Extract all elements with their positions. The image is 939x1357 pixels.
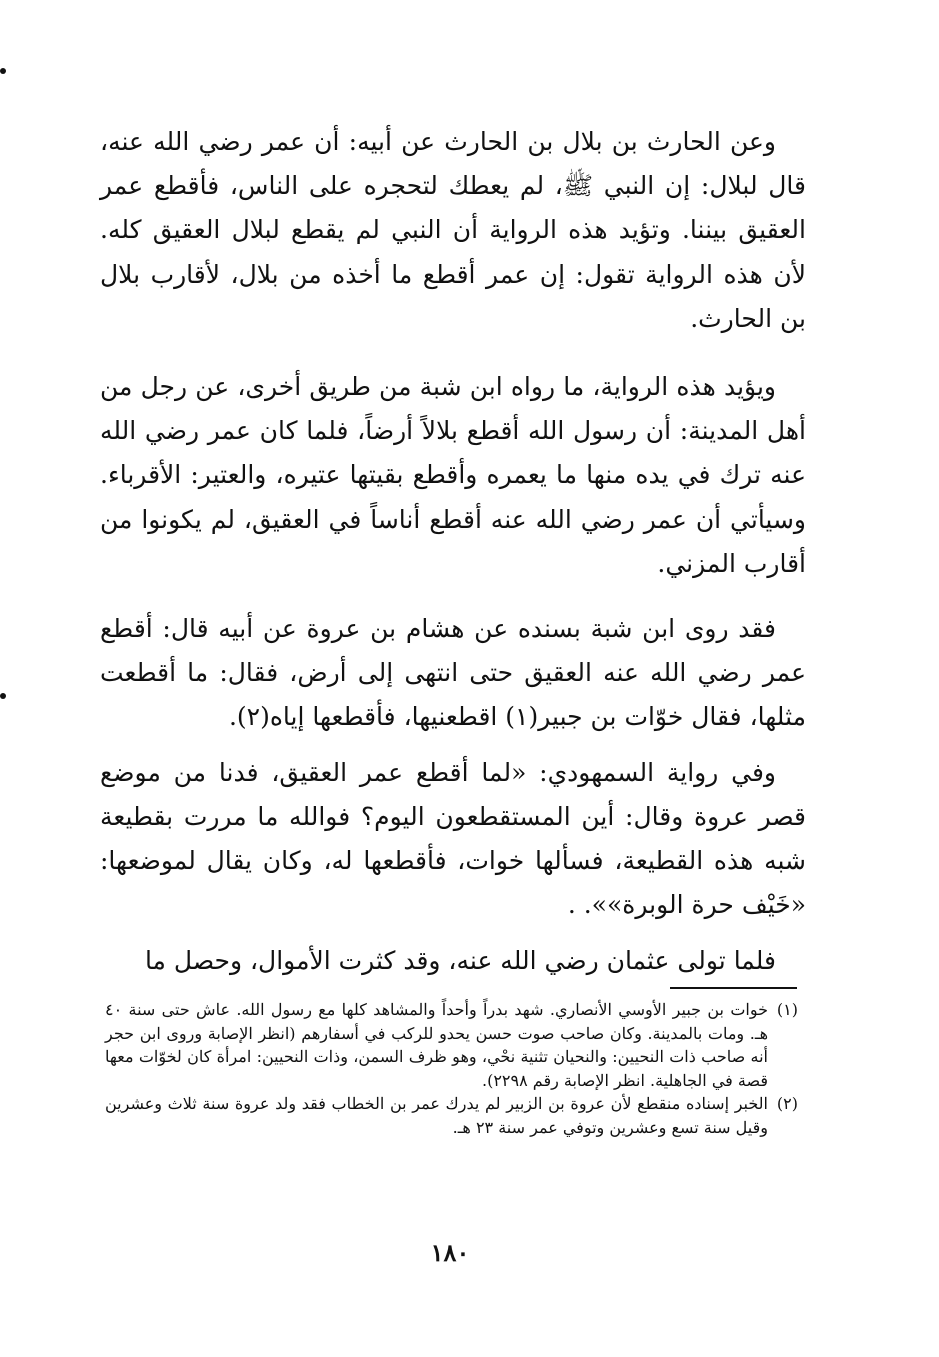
footnote-2 [105, 1092, 798, 1139]
paragraph-4: وفي رواية السمهودي: «لما أقطع عمر العقيق، فدنا من موضع قصر عروة وقال: أين المستقطعون اليوم؟ فوالله ما مررت بقطيعة شبه هذه القطيعة، فسألها خوات، فأقطعها له، وكان يقال لموضعها: «خَيْف حرة الوبرة»». . [100, 757, 806, 920]
footnotes [105, 998, 798, 1139]
paragraph-2: ويؤيد هذه الرواية، ما رواه ابن شبة من طريق أخرى، عن رجل من أهل المدينة: أن رسول الله أقطع بلالاً أرضاً، فلما كان عمر رضي الله عنه ترك في يده منها ما يعمره وأقطع بقيتها عتيره، والعتير: الأقرباء. وسيأتي أن عمر رضي الله عنه أقطع أناساً في العقيق، لم يكونوا من أقارب المزني. [100, 372, 806, 578]
footnote-1-number: (١) [776, 1000, 798, 1019]
footnote-2-text: الخبر إسناده منقطع لأن عروة بن الزبير لم يدرك عمر بن الخطاب فقد ولد عروة سنة ثلاث وعشرين وقيل سنة تسع وعشرين وتوفي عمر سنة ٢٣ هـ. [105, 1094, 768, 1137]
footnote-1-text: خوات بن جبير الأوسي الأنصاري. شهد بدراً وأحداً والمشاهد كلها مع رسول الله. عاش حتى سنة ٤٠ هـ. ومات بالمدينة. وكان صاحب صوت حسن يحدو للركب في أسفارهم (انظر الإصابة وروى ابن حجر أنه صاحب ذات النحيين: والنحيان تثنية نحْي، وهو ظرف السمن، وذات النحيين: امرأة كان لخوّات معها قصة في الجاهلية. انظر الإصابة رقم ٢٢٩٨). [105, 1000, 769, 1090]
footnote-separator [670, 987, 797, 989]
paragraph-5: فلما تولى عثمان رضي الله عنه، وقد كثرت الأموال، وحصل ما [144, 946, 776, 976]
page-number: ١٨٠ [430, 1238, 470, 1267]
margin-dot-top [0, 68, 6, 74]
footnote-1 [105, 998, 798, 1092]
paragraph-1: وعن الحارث بن بلال بن الحارث عن أبيه: أن عمر رضي الله عنه، قال لبلال: إن النبي ﷺ، لم يعطك لتحجره على الناس، فأقطع عمر العقيق بيننا. وتؤيد هذه الرواية أن النبي لم يقطع لبلال العقيق كله. لأن هذه الرواية تقول: إن عمر أقطع ما أخذه من بلال، لأقارب بلال بن الحارث. [100, 127, 806, 333]
main-text [100, 120, 806, 984]
margin-dot-middle [0, 693, 6, 699]
footnote-2-number: (٢) [776, 1094, 798, 1113]
paragraph-3: فقد روى ابن شبة بسنده عن هشام بن عروة عن أبيه قال: أقطع عمر رضي الله عنه العقيق حتى انتهى إلى أرض، فقال: ما أقطعت مثلها، فقال خوّات بن جبير(١) اقطعنيها، فأقطعها إياه(٢). [100, 614, 806, 732]
